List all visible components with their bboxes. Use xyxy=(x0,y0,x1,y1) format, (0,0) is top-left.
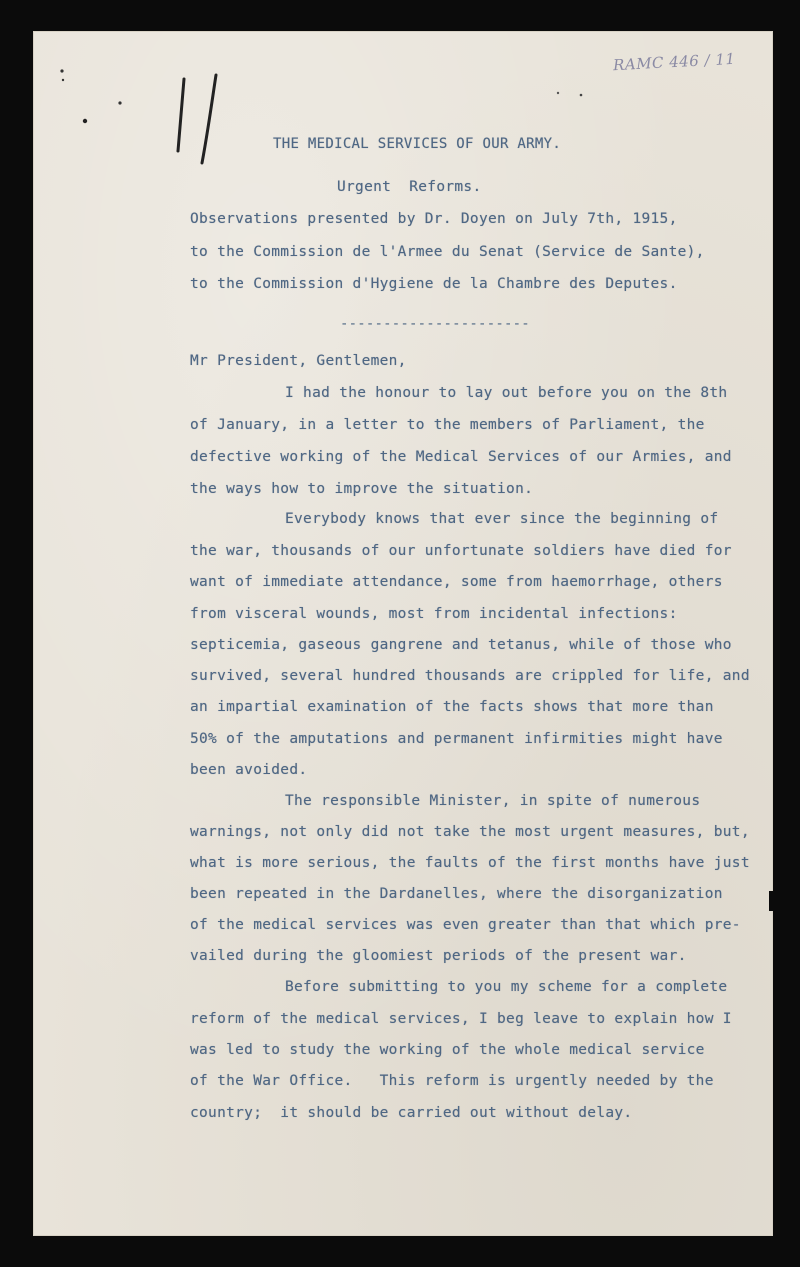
body-line: 50% of the amputations and permanent infirmities might have xyxy=(190,731,723,747)
header-line: Observations presented by Dr. Doyen on July 7th, 1915, xyxy=(190,211,678,227)
body-line: country; it should be carried out without delay. xyxy=(190,1105,633,1121)
header-line: to the Commission d'Hygiene de la Chambre des Deputes. xyxy=(190,276,678,292)
body-line: Before submitting to you my scheme for a complete xyxy=(285,979,728,995)
body-line: an impartial examination of the facts shows that more than xyxy=(190,699,714,715)
body-line: of the medical services was even greater than that which pre- xyxy=(190,917,741,933)
body-line: septicemia, gaseous gangrene and tetanus, while of those who xyxy=(190,637,732,653)
body-line: been repeated in the Dardanelles, where the disorganization xyxy=(190,886,723,902)
body-line: I had the honour to lay out before you on the 8th xyxy=(285,385,728,401)
header-line: to the Commission de l'Armee du Senat (Service de Sante), xyxy=(190,244,705,260)
body-line: survived, several hundred thousands are crippled for life, and xyxy=(190,668,750,684)
body-line: the ways how to improve the situation. xyxy=(190,481,534,497)
body-line: warnings, not only did not take the most urgent measures, but, xyxy=(190,824,750,840)
body-line: want of immediate attendance, some from haemorrhage, others xyxy=(190,574,723,590)
body-line: reform of the medical services, I beg leave to explain how I xyxy=(190,1011,732,1027)
body-line: of January, in a letter to the members of Parliament, the xyxy=(190,417,705,433)
body-line: defective working of the Medical Services of our Armies, and xyxy=(190,449,732,465)
document-subtitle: Urgent Reforms. xyxy=(337,179,482,195)
body-line: of the War Office. This reform is urgently needed by the xyxy=(190,1073,714,1089)
body-line: what is more serious, the faults of the first months have just xyxy=(190,855,750,871)
body-line: was led to study the working of the whole medical service xyxy=(190,1042,705,1058)
body-line: The responsible Minister, in spite of numerous xyxy=(285,793,701,809)
archive-reference: RAMC 446 / 11 xyxy=(612,49,736,75)
body-line: been avoided. xyxy=(190,762,308,778)
body-line: vailed during the gloomiest periods of the present war. xyxy=(190,948,687,964)
body-line: Everybody knows that ever since the beginning of xyxy=(285,511,719,527)
divider-rule: ---------------------- xyxy=(340,316,530,332)
body-line: from visceral wounds, most from incidental infections: xyxy=(190,606,678,622)
body-line: the war, thousands of our unfortunate soldiers have died for xyxy=(190,543,732,559)
salutation: Mr President, Gentlemen, xyxy=(190,353,407,369)
document-title: THE MEDICAL SERVICES OF OUR ARMY. xyxy=(273,136,562,152)
document-page xyxy=(33,31,773,1236)
page-edge-notch xyxy=(769,891,775,911)
